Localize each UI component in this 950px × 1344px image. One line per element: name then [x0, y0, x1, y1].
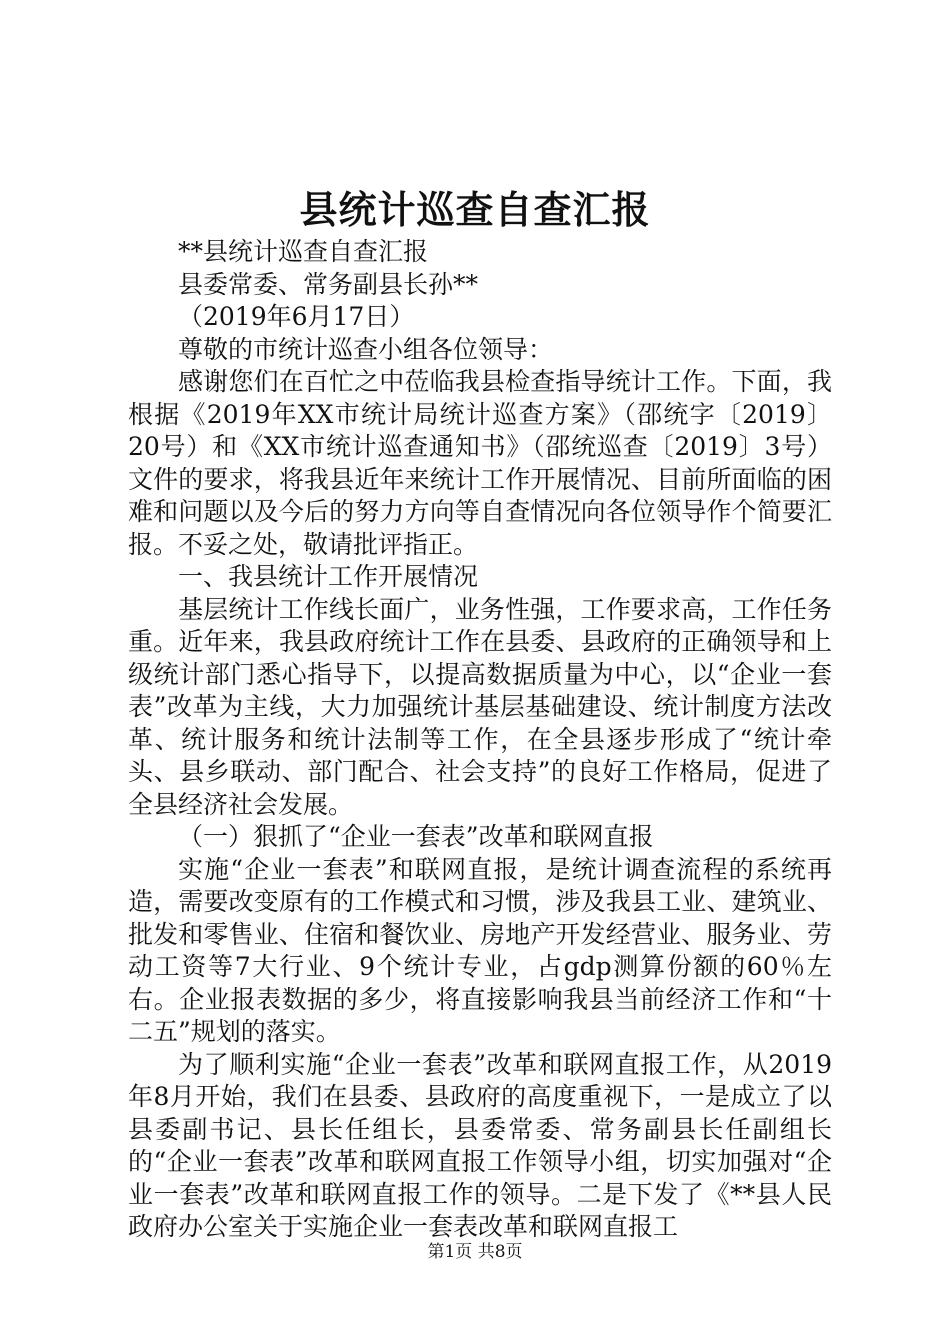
section-heading-1: 一、我县统计工作开展情况: [178, 562, 479, 591]
body-paragraph: 为了顺利实施“企业一套表”改革和联网直报工作，从2019年8月开始，我们在县委、县政府的高度重视下，一是成立了以县委副书记、县长任组长，县委常委、常务副县长任副组长的“企业一套表”改革和联网直报工作领导小组，切实加强对“企业一套表”改革和联网直报工作的领导。二是下发了《**县人民政府办公室关于实施企业一套表改革和联网直报工: [128, 1049, 832, 1241]
body-paragraph: 实施“企业一套表”和联网直报，是统计调查流程的系统再造，需要改变原有的工作模式和习惯，涉及我县工业、建筑业、批发和零售业、住宿和餐饮业、房地产开发经营业、服务业、劳动工资等7大行业、9个统计专业，占gdp测算份额的60％左右。企业报表数据的多少，将直接影响我县当前经济工作和“十二五”规划的落实。: [128, 854, 832, 1046]
body-paragraph: 基层统计工作线长面广，业务性强，工作要求高，工作任务重。近年来，我县政府统计工作在县委、县政府的正确领导和上级统计部门悉心指导下，以提高数据质量为中心，以“企业一套表”改革为主线，大力加强统计基层基础建设、统计制度方法改革、统计服务和统计法制等工作，在全县逐步形成了“统计牵头、县乡联动、部门配合、社会支持”的良好工作格局，促进了全县经济社会发展。: [128, 594, 832, 819]
date-line: （2019年6月17日）: [178, 302, 415, 331]
author-line: 县委常委、常务副县长孙**: [178, 269, 479, 299]
intro-paragraph: 感谢您们在百忙之中莅临我县检查指导统计工作。下面，我根据《2019年XX市统计局统计巡查方案》（邵统字〔2019〕20号）和《XX市统计巡查通知书》（邵统巡查〔2019〕3号）文件的要求，将我县近年来统计工作开展情况、目前所面临的困难和问题以及今后的努力方向等自查情况向各位领导作个简要汇报。不妥之处，敬请批评指正。: [128, 367, 832, 559]
document-body: [128, 236, 832, 1244]
report-subtitle: **县统计巡查自查汇报: [178, 237, 429, 266]
page-number-footer: 第1页 共8页: [427, 1242, 523, 1262]
subsection-heading-1: （一）狠抓了“企业一套表”改革和联网直报: [178, 822, 654, 851]
salutation: 尊敬的市统计巡查小组各位领导：: [178, 334, 554, 364]
document-title: 县统计巡查自查汇报: [299, 187, 651, 232]
